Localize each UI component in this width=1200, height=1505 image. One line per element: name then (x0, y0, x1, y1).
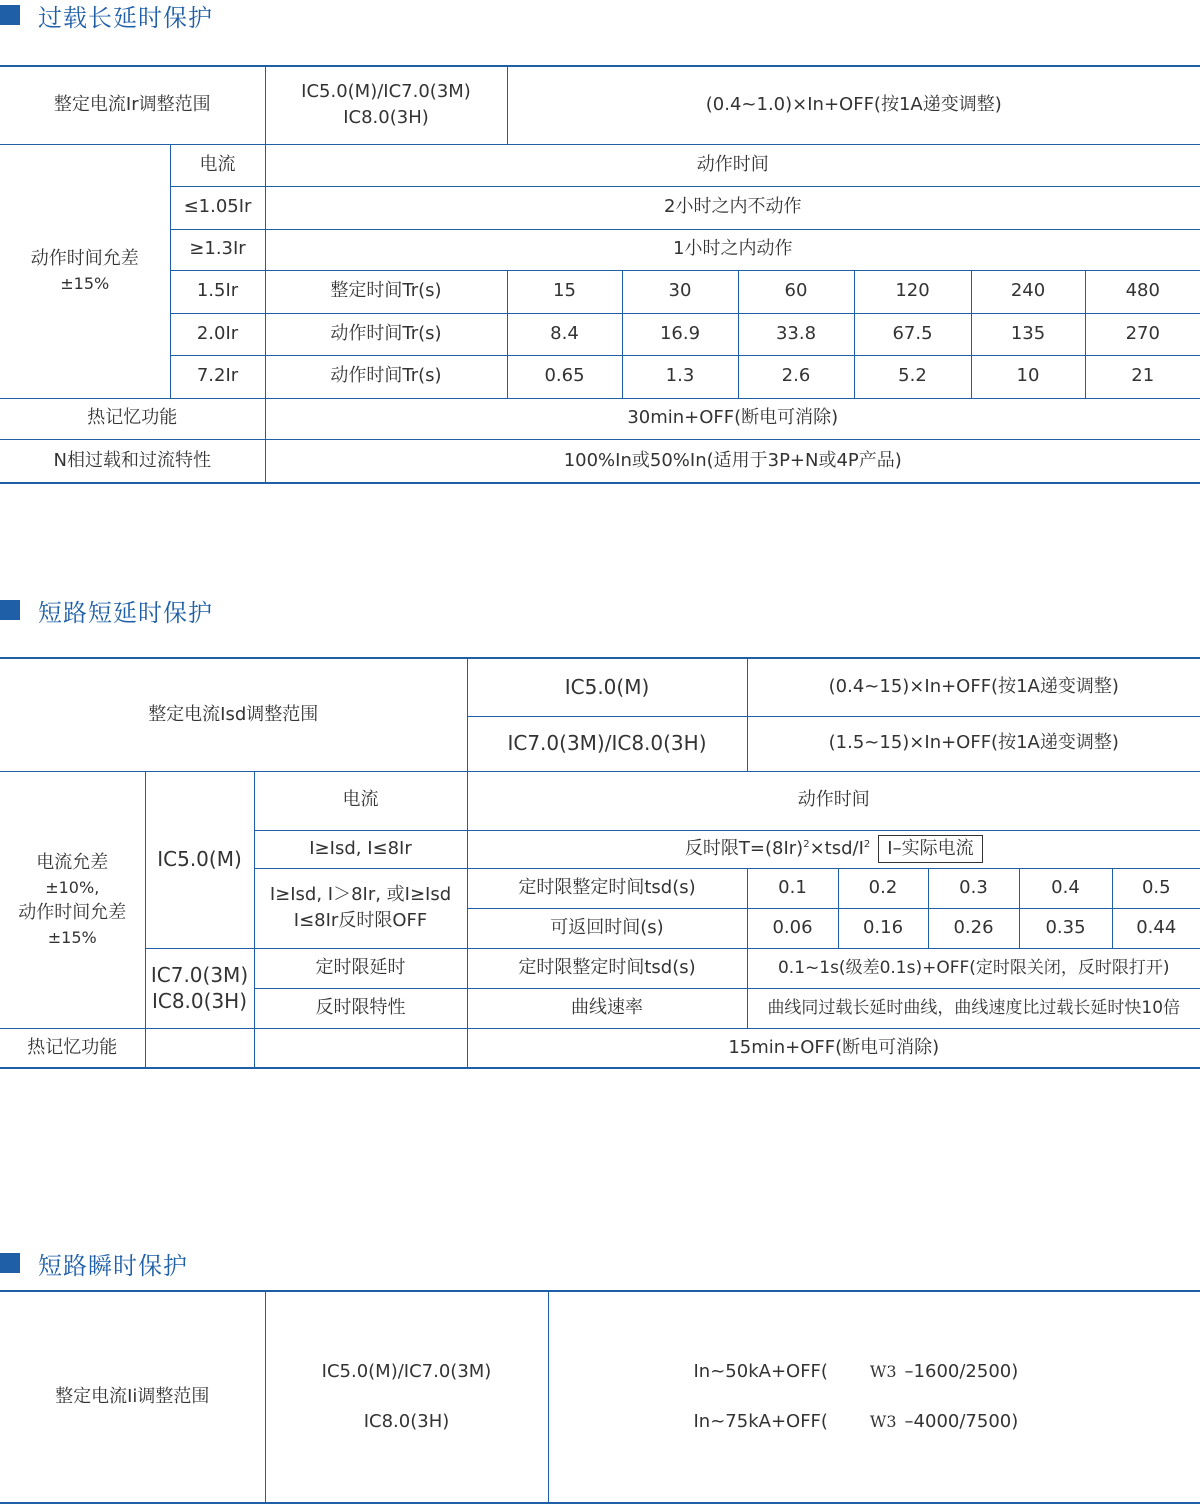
def-time-label: 定时限整定时间tsd(s) (467, 868, 747, 908)
curve-value: 曲线同过载长延时曲线，曲线速度比过载长延时快10倍 (747, 988, 1200, 1028)
value-text: In~75kA+OFF( (693, 1411, 828, 1432)
current-cell: ≤1.05Ir (170, 186, 265, 229)
section-title-text: 过载长延时保护 (38, 3, 213, 32)
isd-range-label: 整定电流Isd调整范围 (0, 658, 467, 771)
col-current: 电流 (254, 771, 467, 830)
time-value: 60 (738, 270, 854, 313)
value-text: –4000/7500) (904, 1411, 1019, 1432)
return-time-value: 0.44 (1112, 908, 1200, 948)
model-line: IC5.0(M)/IC7.0(3M) (321, 1360, 492, 1382)
tolerance-cell (0, 771, 145, 1028)
time-value: 1.3 (622, 355, 738, 398)
return-time-value: 0.35 (1019, 908, 1112, 948)
definite-condition (254, 868, 467, 948)
inverse-formula (467, 830, 1200, 868)
tolerance-line: 电流允差 (36, 852, 109, 874)
isd-range-value: (0.4~15)×In+OFF(按1A递变调整) (747, 658, 1200, 716)
tolerance-value: ±15% (60, 274, 110, 294)
condition-line: I≤8Ir反时限OFF (293, 910, 428, 931)
time-value: 0.65 (507, 355, 622, 398)
return-time-value: 0.26 (928, 908, 1019, 948)
inverse-char-label: 反时限特性 (254, 988, 467, 1028)
col-action-time: 动作时间 (265, 144, 1200, 186)
time-value: 5.2 (854, 355, 971, 398)
empty-cell (254, 1028, 467, 1068)
formula-text: ×tsd/I (809, 838, 864, 859)
thermal-value: 30min+OFF(断电可消除) (265, 398, 1200, 439)
instant-table (0, 1290, 1200, 1504)
model-line: IC7.0(3M) (150, 963, 249, 987)
condition-line: I≥Isd, I＞8Ir, 或I≥Isd (269, 883, 452, 905)
empty-cell (145, 1028, 254, 1068)
time-row-label: 动作时间Tr(s) (265, 355, 507, 398)
time-value: 33.8 (738, 313, 854, 355)
time-value: 240 (971, 270, 1085, 313)
return-time-label: 可返回时间(s) (467, 908, 747, 948)
model-cell (145, 948, 254, 1028)
section-title-overload (0, 0, 213, 30)
time-value: 16.9 (622, 313, 738, 355)
ii-models (265, 1291, 548, 1503)
value-text: In~50kA+OFF( (693, 1360, 828, 1382)
ii-values (548, 1291, 1200, 1503)
time-row-label: 整定时间Tr(s) (265, 270, 507, 313)
def-time-value: 0.2 (838, 868, 928, 908)
time-value: 10 (971, 355, 1085, 398)
def-time-value: 0.1 (747, 868, 838, 908)
ir-range-value: (0.4~1.0)×In+OFF(按1A递变调整) (507, 66, 1200, 144)
w3-label: W3 (869, 1412, 897, 1431)
tolerance-line: ±15% (47, 927, 97, 947)
model-line: IC8.0(3H) (343, 107, 429, 129)
time-value: 120 (854, 270, 971, 313)
ir-range-label: 整定电流Ir调整范围 (0, 66, 265, 144)
superscript: 2 (803, 839, 810, 850)
section-title-text: 短路短延时保护 (38, 598, 213, 627)
action-text: 1小时之内动作 (265, 229, 1200, 270)
thermal-label: 热记忆功能 (0, 1028, 145, 1068)
fixed-delay-label: 定时限延时 (254, 948, 467, 988)
thermal-label: 热记忆功能 (0, 398, 265, 439)
def-time-value: 0.4 (1019, 868, 1112, 908)
thermal-value: 15min+OFF(断电可消除) (467, 1028, 1200, 1068)
ii-value-line (694, 1409, 1200, 1435)
n-phase-label: N相过载和过流特性 (0, 439, 265, 483)
model-cell: IC5.0(M) (145, 771, 254, 948)
return-time-value: 0.16 (838, 908, 928, 948)
model-line: IC5.0(M)/IC7.0(3M) (301, 81, 471, 103)
time-value: 480 (1085, 270, 1200, 313)
tolerance-cell (0, 144, 170, 398)
def-time-value: 0.3 (928, 868, 1019, 908)
fixed-delay-value: 0.1~1s(级差0.1s)+OFF(定时限关闭，反时限打开) (747, 948, 1200, 988)
time-value: 21 (1085, 355, 1200, 398)
col-current: 电流 (170, 144, 265, 186)
value-text: –1600/2500) (904, 1360, 1019, 1382)
w3-label: W3 (869, 1361, 897, 1381)
time-value: 15 (507, 270, 622, 313)
tolerance-label: 动作时间允差 (30, 248, 139, 270)
formula-note-box: I–实际电流 (878, 835, 982, 863)
section-title-text: 短路瞬时保护 (38, 1251, 188, 1280)
n-phase-value: 100%In或50%In(适用于3P+N或4P产品) (265, 439, 1200, 483)
model-line: IC8.0(3H) (363, 1411, 450, 1432)
time-value: 270 (1085, 313, 1200, 355)
current-cell: ≥1.3Ir (170, 229, 265, 270)
current-cell: 2.0Ir (170, 313, 265, 355)
section-marker-icon (0, 5, 20, 25)
overload-table (0, 65, 1200, 484)
formula-text: 反时限T=(8Ir) (684, 838, 804, 859)
ir-models (265, 66, 507, 144)
time-row-label: 动作时间Tr(s) (265, 313, 507, 355)
time-value: 30 (622, 270, 738, 313)
tolerance-line: ±10%, (45, 878, 100, 898)
superscript: 2 (863, 839, 871, 850)
model-cell: IC7.0(3M)/IC8.0(3H) (467, 716, 747, 771)
time-value: 135 (971, 313, 1085, 355)
fixed-delay-setting-label: 定时限整定时间tsd(s) (467, 948, 747, 988)
col-action-time: 动作时间 (467, 771, 1200, 830)
section-title-short-delay (0, 595, 213, 625)
short-delay-table (0, 657, 1200, 1069)
section-marker-icon (0, 600, 20, 620)
ii-range-label: 整定电流Ii调整范围 (0, 1291, 265, 1503)
tolerance-line: 动作时间允差 (18, 901, 127, 923)
return-time-value: 0.06 (747, 908, 838, 948)
model-line: IC8.0(3H) (151, 989, 248, 1013)
time-value: 8.4 (507, 313, 622, 355)
curve-rate-label: 曲线速率 (467, 988, 747, 1028)
current-cell: 1.5Ir (170, 270, 265, 313)
section-marker-icon (0, 1253, 20, 1273)
time-value: 2.6 (738, 355, 854, 398)
section-title-instant (0, 1248, 188, 1278)
inverse-condition: I≥Isd, I≤8Ir (254, 830, 467, 868)
model-cell: IC5.0(M) (467, 658, 747, 716)
ii-value-line (694, 1359, 1200, 1385)
time-value: 67.5 (854, 313, 971, 355)
isd-range-value: (1.5~15)×In+OFF(按1A递变调整) (747, 716, 1200, 771)
action-text: 2小时之内不动作 (265, 186, 1200, 229)
def-time-value: 0.5 (1112, 868, 1200, 908)
current-cell: 7.2Ir (170, 355, 265, 398)
